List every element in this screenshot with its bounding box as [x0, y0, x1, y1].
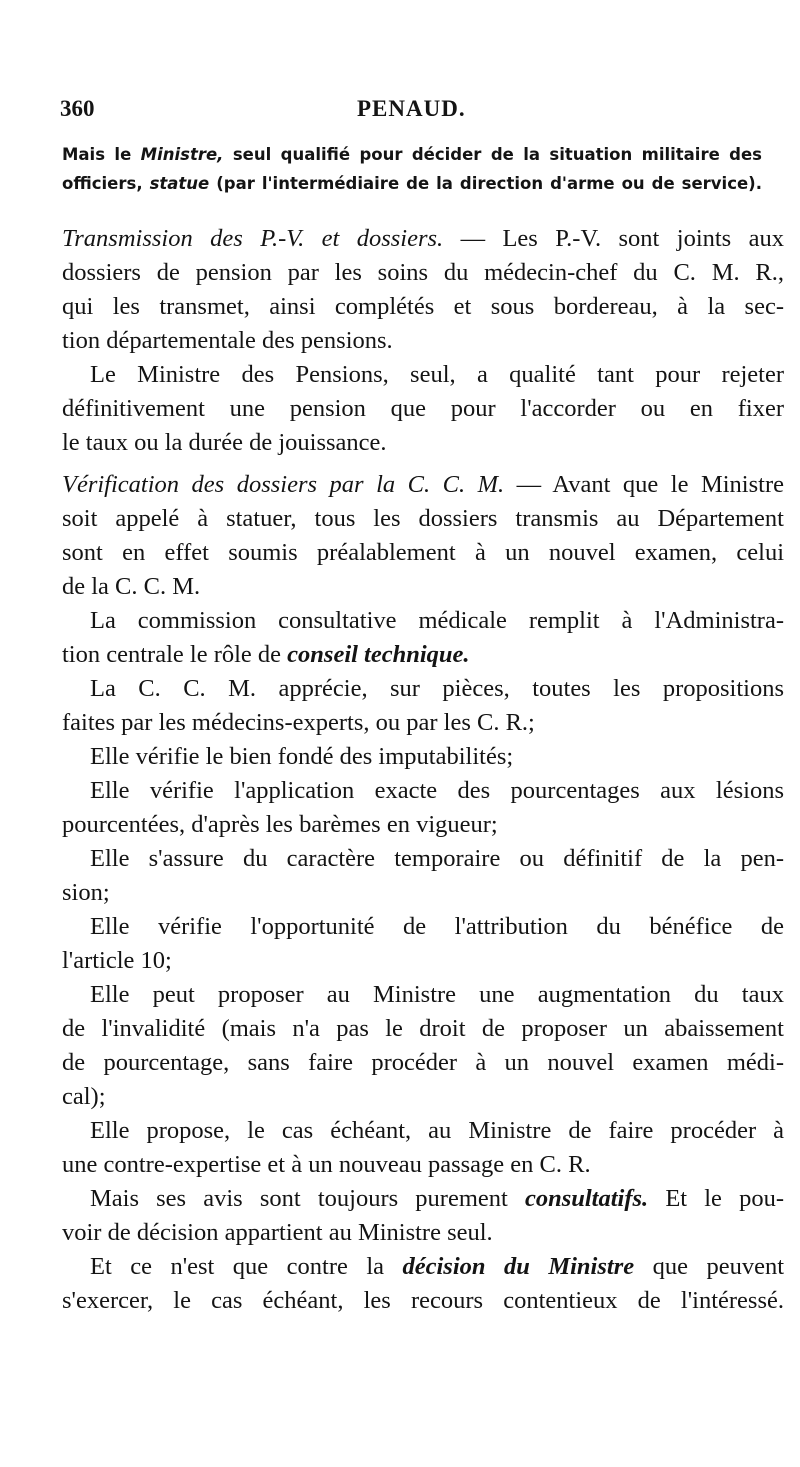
section-title: Transmission des P.-V. et dossiers.	[62, 225, 444, 252]
text-line: officiers, statue (par l'intermédiaire de la direction d'arme ou de service).	[62, 174, 762, 193]
text-line: Et ce n'est que contre la décision du Ministre que peuvent	[90, 1253, 784, 1280]
text-line: Elle vérifie l'opportunité de l'attribution du bénéfice de	[90, 913, 784, 940]
section-transmission	[62, 222, 784, 460]
text-line: qui les transmet, ainsi complétés et sous bordereau, à la sec-	[62, 293, 784, 320]
text-line: Elle vérifie l'application exacte des pourcentages aux lésions	[90, 777, 784, 804]
text-line: l'article 10;	[62, 947, 172, 974]
text-line: faites par les médecins-experts, ou par les C. R.;	[62, 709, 535, 736]
text-line: dossiers de pension par les soins du médecin-chef du C. M. R.,	[62, 259, 784, 286]
paragraph	[62, 222, 784, 358]
paragraph	[62, 740, 784, 774]
paragraph	[62, 978, 784, 1114]
text-line: Elle peut proposer au Ministre une augmentation du taux	[90, 981, 784, 1008]
intro-paragraph	[62, 140, 762, 198]
text-line: de la C. C. M.	[62, 573, 201, 600]
paragraph	[62, 358, 784, 460]
text-line: Elle s'assure du caractère temporaire ou définitif de la pen-	[90, 845, 784, 872]
text-line: une contre-expertise et à un nouveau passage en C. R.	[62, 1151, 591, 1178]
paragraph	[62, 604, 784, 672]
paragraph	[62, 910, 784, 978]
paragraph	[62, 1114, 784, 1182]
section-title: Vérification des dossiers par la C. C. M.	[62, 471, 505, 498]
page-header	[60, 96, 760, 132]
text-line: La commission consultative médicale remplit à l'Administra-	[90, 607, 784, 634]
text-line: Vérification des dossiers par la C. C. M. — Avant que le Ministre	[62, 471, 784, 498]
text-line: de l'invalidité (mais n'a pas le droit de proposer un abaissement	[62, 1015, 784, 1042]
text-line: Elle vérifie le bien fondé des imputabilités;	[90, 743, 514, 770]
text-line: cal);	[62, 1083, 106, 1110]
running-head: PENAUD.	[357, 96, 466, 121]
paragraph	[62, 1250, 784, 1318]
text-line: sion;	[62, 879, 110, 906]
section-verification	[62, 468, 784, 1318]
text-line: définitivement une pension que pour l'accorder ou en fixer	[62, 395, 784, 422]
paragraph	[62, 468, 784, 604]
text-line: Transmission des P.-V. et dossiers. — Les P.-V. sont joints aux	[62, 225, 784, 252]
text-line: sont en effet soumis préalablement à un nouvel examen, celui	[62, 539, 784, 566]
paragraph	[62, 842, 784, 910]
text-line: tion départementale des pensions.	[62, 327, 393, 354]
text-line: s'exercer, le cas échéant, les recours contentieux de l'intéressé.	[62, 1287, 784, 1314]
text-line: La C. C. M. apprécie, sur pièces, toutes les propositions	[90, 675, 784, 702]
paragraph	[62, 672, 784, 740]
text-line: Elle propose, le cas échéant, au Ministre de faire procéder à	[90, 1117, 784, 1144]
text-line: Le Ministre des Pensions, seul, a qualité tant pour rejeter	[90, 361, 784, 388]
text-line: le taux ou la durée de jouissance.	[62, 429, 387, 456]
intro-note	[62, 140, 762, 198]
text-line: soit appelé à statuer, tous les dossiers transmis au Département	[62, 505, 784, 532]
text-line: Mais ses avis sont toujours purement consultatifs. Et le pou-	[90, 1185, 784, 1212]
text-line: pourcentées, d'après les barèmes en vigueur;	[62, 811, 498, 838]
text-line: Mais le Ministre, seul qualifié pour décider de la situation militaire des	[62, 145, 763, 164]
paragraph	[62, 774, 784, 842]
page-number: 360	[60, 96, 95, 121]
text-line: de pourcentage, sans faire procéder à un nouvel examen médi-	[62, 1049, 784, 1076]
text-line: voir de décision appartient au Ministre seul.	[62, 1219, 493, 1246]
paragraph	[62, 1182, 784, 1250]
text-line: tion centrale le rôle de conseil technique.	[62, 641, 470, 668]
